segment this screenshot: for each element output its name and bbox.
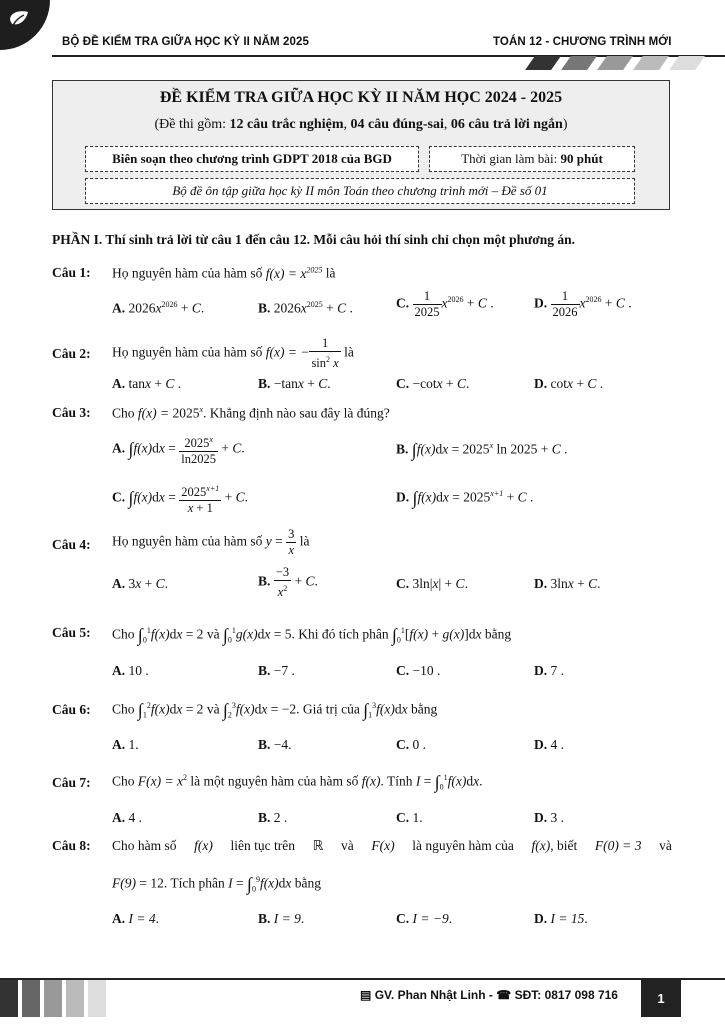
option-a[interactable]: A. 4 .	[112, 810, 142, 825]
option-value: I = 9	[273, 911, 301, 926]
option-letter: A.	[112, 576, 126, 591]
exam-structure	[53, 117, 669, 133]
option-d[interactable]: D. 3lnx + C.	[534, 576, 601, 591]
question-tail: bằng	[484, 626, 512, 642]
question-text: Họ nguyên hàm của hàm số y = $\frac{3}{x}$ là	[112, 527, 310, 557]
footer-credit: ▤ GV. Phan Nhật Linh - ☎ SĐT: 0817 098 716	[360, 988, 618, 1002]
structure-sep: ,	[343, 117, 351, 132]
option-b[interactable]: B. −tanx + C.	[258, 376, 331, 391]
option-value: −10	[412, 663, 434, 678]
option-value: 3	[550, 810, 558, 825]
option-c[interactable]: C. 0 .	[396, 737, 426, 752]
structure-tf: 04 câu đúng-sai	[350, 117, 444, 132]
real-numbers-icon: ℝ	[312, 838, 324, 853]
option-value: I = 15	[550, 911, 585, 926]
question-tail: . Khẳng định nào sau đây là đúng?	[203, 405, 390, 421]
option-letter: D.	[534, 737, 548, 752]
option-letter: D.	[534, 295, 548, 311]
page-number: 1	[641, 980, 681, 1017]
option-value: 10	[128, 663, 142, 678]
option-value: I = 4	[128, 911, 156, 926]
time-label: Thời gian làm bài:	[461, 151, 561, 166]
option-b[interactable]: B. $\frac{-3}{x^2}$ + C.	[258, 565, 318, 600]
option-b[interactable]: B. $2026x^{2025} + C$ .	[258, 300, 353, 316]
question-text: Cho $f(x) = 2025^x$. Khẳng định nào sau đây là đúng?	[112, 405, 390, 421]
option-letter: B.	[258, 663, 271, 678]
question-stem: Cho	[112, 405, 135, 421]
option-c[interactable]: C. −10 .	[396, 663, 441, 678]
header-left-title: BỘ ĐỀ KIỂM TRA GIỮA HỌC KỲ II NĂM 2025	[62, 36, 309, 48]
option-value: −4	[273, 737, 289, 752]
option-letter: B.	[258, 810, 271, 825]
option-a[interactable]: A. I = 4.	[112, 911, 159, 926]
question-connector: là một nguyên hàm của hàm số	[190, 773, 359, 789]
question-label: Câu 3:	[52, 405, 91, 420]
question-connector: và	[659, 838, 672, 853]
math: $f(x) = x^{2025}$	[265, 265, 323, 281]
option-letter: B.	[396, 441, 409, 457]
header-stripe	[561, 56, 597, 70]
option-letter: C.	[396, 376, 410, 391]
question-stem: Họ nguyên hàm của hàm số	[112, 265, 263, 281]
teacher-name: GV. Phan Nhật Linh	[374, 988, 486, 1002]
option-letter: B.	[258, 911, 271, 926]
footer-rule	[0, 978, 725, 980]
structure-prefix: (Đề thi gồm:	[154, 117, 230, 132]
option-b[interactable]: B. −7 .	[258, 663, 295, 678]
option-letter: A.	[112, 663, 126, 678]
option-letter: C.	[396, 810, 410, 825]
footer-block	[22, 980, 40, 1017]
header-right-title: TOÁN 12 - CHƯƠNG TRÌNH MỚI	[493, 36, 672, 48]
structure-suffix: )	[562, 117, 568, 132]
structure-mc: 12 câu trắc nghiệm	[229, 117, 344, 132]
option-letter: B.	[258, 300, 271, 316]
option-a[interactable]: A. 1.	[112, 737, 139, 752]
option-value: −7	[273, 663, 289, 678]
question-stem: Cho	[112, 701, 135, 717]
option-a[interactable]: A. ∫f(x)dx = $\frac{2025^x}{\ln 2025}$ + C.	[112, 432, 245, 467]
option-letter: A.	[112, 376, 126, 391]
option-d[interactable]: D. $\frac{1}{2026}$ $x^{2026} + C$ .	[534, 289, 632, 319]
option-letter: D.	[534, 810, 548, 825]
math: F(x)	[371, 838, 395, 853]
question-label: Câu 1:	[52, 265, 91, 280]
question-tail: bằng	[411, 701, 438, 717]
math: F(0) = 3	[594, 838, 642, 853]
option-d[interactable]: D. $\int f(x)dx = 2025^{x+1} + C$ .	[396, 488, 534, 508]
option-d[interactable]: D. I = 15.	[534, 911, 588, 926]
question-text-line2: F(9) = 12. Tích phân $I = \int_0^9f(x)dx$ bằng	[112, 874, 322, 894]
footer-block	[88, 980, 106, 1017]
option-b[interactable]: B. I = 9.	[258, 911, 305, 926]
question-connector: và	[341, 838, 354, 853]
option-d[interactable]: D. 3 .	[534, 810, 564, 825]
question-label: Câu 8:	[52, 838, 91, 853]
question-tail: là	[325, 265, 336, 281]
structure-sep: ,	[443, 117, 451, 132]
question-label: Câu 6:	[52, 702, 91, 717]
question-text: Cho $\int_0^1f(x)dx = 2$ và $\int_0^1g(x)dx = 5$. Khi đó tích phân $\int_0^1[f(x) + g(x)]dx$ bằng	[112, 625, 512, 645]
option-value: 7	[550, 663, 558, 678]
leaf-icon	[8, 8, 30, 30]
header-logo	[0, 0, 50, 50]
option-letter: C.	[396, 295, 410, 311]
header-stripe	[633, 56, 669, 70]
exam-title: ĐỀ KIỂM TRA GIỮA HỌC KỲ II NĂM HỌC 2024 - 2025	[159, 89, 563, 106]
question-stem: Cho	[112, 626, 135, 642]
math: f(x), biết	[531, 838, 578, 853]
option-letter: C.	[112, 489, 126, 505]
option-value: 4	[550, 737, 558, 752]
exam-title-box	[52, 80, 670, 210]
option-letter: C.	[396, 737, 410, 752]
option-a[interactable]: A. $2026x^{2026} + C$.	[112, 300, 205, 316]
question-connector: . Tích phân	[163, 875, 225, 891]
option-c[interactable]: C. 3ln|x| + C.	[396, 576, 468, 591]
option-letter: D.	[534, 376, 548, 391]
option-letter: D.	[534, 663, 548, 678]
option-a[interactable]: A. tanx + C .	[112, 376, 182, 391]
option-letter: C.	[396, 663, 410, 678]
question-text: Họ nguyên hàm của hàm số f(x) = − $\frac{1}{\sin^2 x}$ là	[112, 336, 354, 371]
question-text: Cho $\int_1^2f(x)dx = 2$ và $\int_2^3f(x)dx = -2$. Giá trị của $\int_1^3f(x)dx$ bằng	[112, 700, 438, 720]
question-tail: bằng	[294, 875, 322, 891]
option-letter: D.	[396, 489, 410, 505]
question-label: Câu 2:	[52, 346, 91, 361]
option-c[interactable]: C. I = −9.	[396, 911, 453, 926]
header-stripe	[597, 56, 633, 70]
footer-block	[44, 980, 62, 1017]
question-connector: , biết	[550, 838, 578, 853]
question-connector: . Khi đó tích phân	[291, 626, 389, 642]
structure-sa: 06 câu trả lời ngắn	[450, 117, 563, 132]
question-connector: liên tục trên	[230, 838, 296, 853]
option-value: 4	[128, 810, 136, 825]
option-a[interactable]: A. 3x + C.	[112, 576, 169, 591]
time-box	[429, 146, 635, 172]
option-d[interactable]: D. 4 .	[534, 737, 564, 752]
option-letter: A.	[112, 911, 126, 926]
option-letter: D.	[534, 911, 548, 926]
option-value: 1	[128, 737, 136, 752]
option-letter: A.	[112, 810, 126, 825]
footer-block	[66, 980, 84, 1017]
option-c[interactable]: C. −cotx + C.	[396, 376, 470, 391]
document-icon: ▤	[360, 988, 372, 1002]
option-d[interactable]: D. cotx + C .	[534, 376, 604, 391]
question-connector: . Tính	[380, 773, 413, 789]
part1-instruction: PHẦN I. Thí sinh trả lời từ câu 1 đến câu 12. Mỗi câu hỏi thí sinh chỉ chọn một phương án.	[52, 232, 575, 247]
option-letter: A.	[112, 737, 126, 752]
question-stem: Họ nguyên hàm của hàm số	[112, 344, 263, 360]
question-tail: là	[344, 344, 354, 360]
series-box: Bộ đề ôn tập giữa học kỳ II môn Toán theo chương trình mới – Đề số 01	[85, 178, 635, 204]
option-a[interactable]: A. 10 .	[112, 663, 149, 678]
option-c[interactable]: C. 1.	[396, 810, 423, 825]
question-text	[112, 265, 335, 282]
header-stripe	[669, 56, 705, 70]
time-value: 90 phút	[560, 151, 603, 166]
question-label: Câu 7:	[52, 775, 91, 790]
option-letter: A.	[112, 440, 126, 456]
question-connector: và	[206, 626, 220, 642]
option-d[interactable]: D. 7 .	[534, 663, 564, 678]
option-letter: C.	[396, 911, 410, 926]
teacher-phone: SĐT: 0817 098 716	[514, 988, 618, 1002]
math: f(x)	[194, 838, 213, 853]
question-stem: Cho	[112, 773, 135, 789]
question-stem: Họ nguyên hàm của hàm số	[112, 533, 263, 549]
question-connector: . Giá trị của	[296, 701, 360, 717]
question-text: Cho $F(x) = x^2$ là một nguyên hàm của hàm số f(x). Tính $I = \int_0^1f(x)dx$.	[112, 772, 483, 792]
option-value: 2	[273, 810, 281, 825]
option-b[interactable]: B. 2 .	[258, 810, 288, 825]
question-tail: là	[299, 533, 310, 549]
phone-icon: ☎	[496, 988, 512, 1002]
option-letter: D.	[534, 576, 548, 591]
question-stem: Cho hàm số	[112, 838, 177, 853]
option-c[interactable]: C. ∫f(x)dx = $\frac{2025^{x+1}}{x + 1}$ + C.	[112, 481, 248, 516]
option-b[interactable]: B. −4.	[258, 737, 292, 752]
option-c[interactable]: C. $\frac{1}{2025}$ $x^{2026} + C$ .	[396, 289, 494, 319]
question-connector: là nguyên hàm của	[412, 838, 514, 853]
option-value: 0	[412, 737, 420, 752]
option-value: I = −9	[412, 911, 449, 926]
option-letter: B.	[258, 573, 271, 589]
option-b[interactable]: B. $\int f(x)dx = 2025^x$ ln 2025 + C .	[396, 440, 568, 460]
footer-block	[0, 980, 18, 1017]
curriculum-box: Biên soạn theo chương trình GDPT 2018 của BGD	[85, 146, 419, 172]
option-value: 1	[412, 810, 420, 825]
question-label: Câu 5:	[52, 625, 91, 640]
header-stripe	[525, 56, 561, 70]
question-connector: và	[206, 701, 220, 717]
option-letter: B.	[258, 737, 271, 752]
option-letter: C.	[396, 576, 410, 591]
question-text	[112, 838, 672, 854]
option-letter: B.	[258, 376, 271, 391]
option-letter: A.	[112, 300, 126, 316]
question-label: Câu 4:	[52, 537, 91, 552]
